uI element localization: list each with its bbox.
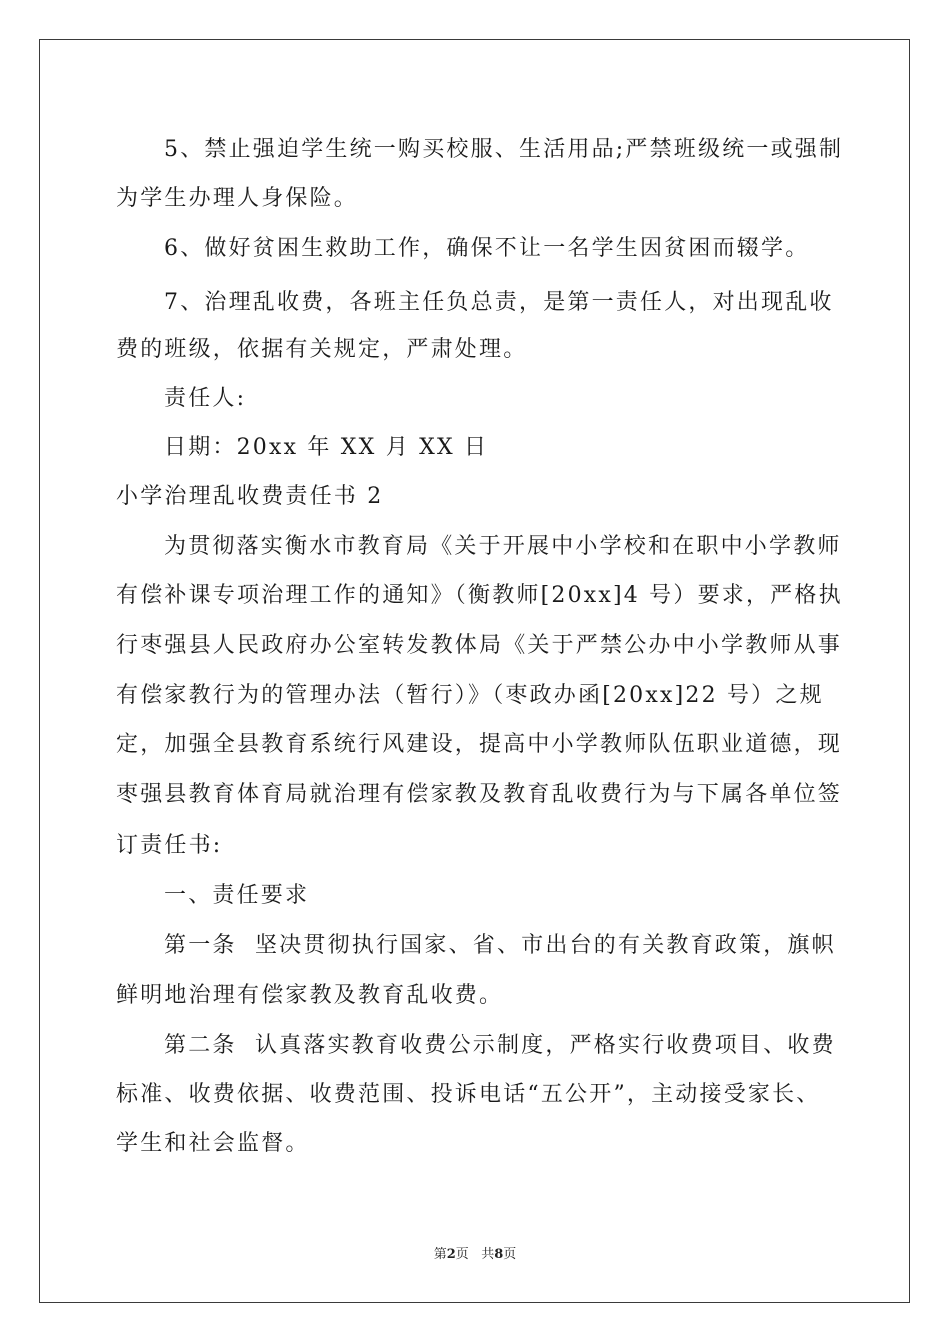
paragraph-line: 有偿家教行为的管理办法（暂行）》（枣政办函[20xx]22 号）之规 (116, 683, 824, 708)
paragraph-line: 标准、收费依据、收费范围、投诉电话“五公开”，主动接受家长、 (116, 1082, 821, 1107)
total-suffix: 页 (503, 1247, 517, 1262)
paragraph-line: 6、做好贫困生救助工作，确保不让一名学生因贫困而辍学。 (164, 236, 810, 261)
paragraph-line: 5、禁止强迫学生统一购买校服、生活用品;严禁班级统一或强制 (164, 137, 844, 162)
paragraph-line: 费的班级，依据有关规定，严肃处理。 (116, 337, 528, 362)
page-number: 2 (446, 1247, 456, 1262)
section-heading: 一、责任要求 (164, 883, 310, 908)
page-suffix: 页 (455, 1247, 469, 1262)
paragraph-line: 订责任书: (116, 833, 223, 858)
paragraph-line: 学生和社会监督。 (116, 1131, 310, 1156)
signature-label: 责任人: (164, 386, 247, 411)
page-prefix: 第 (433, 1247, 447, 1262)
paragraph-line: 鲜明地治理有偿家教及教育乱收费。 (116, 983, 504, 1008)
paragraph-line: 为学生办理人身保险。 (116, 186, 359, 211)
total-pages: 8 (494, 1247, 504, 1262)
total-prefix: 共 (481, 1247, 495, 1262)
paragraph-line: 定，加强全县教育系统行风建设，提高中小学教师队伍职业道德，现 (116, 732, 843, 757)
paragraph-line: 第二条 认真落实教育收费公示制度，严格实行收费项目、收费 (164, 1033, 836, 1058)
paragraph-line: 枣强县教育体育局就治理有偿家教及教育乱收费行为与下属各单位签 (116, 782, 843, 807)
page-footer (0, 1246, 950, 1264)
paragraph-line: 行枣强县人民政府办公室转发教体局《关于严禁公办中小学教师从事 (116, 633, 843, 658)
paragraph-line: 第一条 坚决贯彻执行国家、省、市出台的有关教育政策，旗帜 (164, 933, 836, 958)
paragraph-line: 有偿补课专项治理工作的通知》（衡教师[20xx]4 号）要求，严格执 (116, 583, 843, 608)
paragraph-line: 7、治理乱收费，各班主任负总责，是第一责任人，对出现乱收 (164, 290, 834, 315)
page-border (39, 39, 910, 1303)
date-line: 日期：20xx 年 XX 月 XX 日 (164, 435, 489, 460)
section-title: 小学治理乱收费责任书 2 (116, 484, 384, 509)
paragraph-line: 为贯彻落实衡水市教育局《关于开展中小学校和在职中小学教师 (164, 534, 842, 559)
